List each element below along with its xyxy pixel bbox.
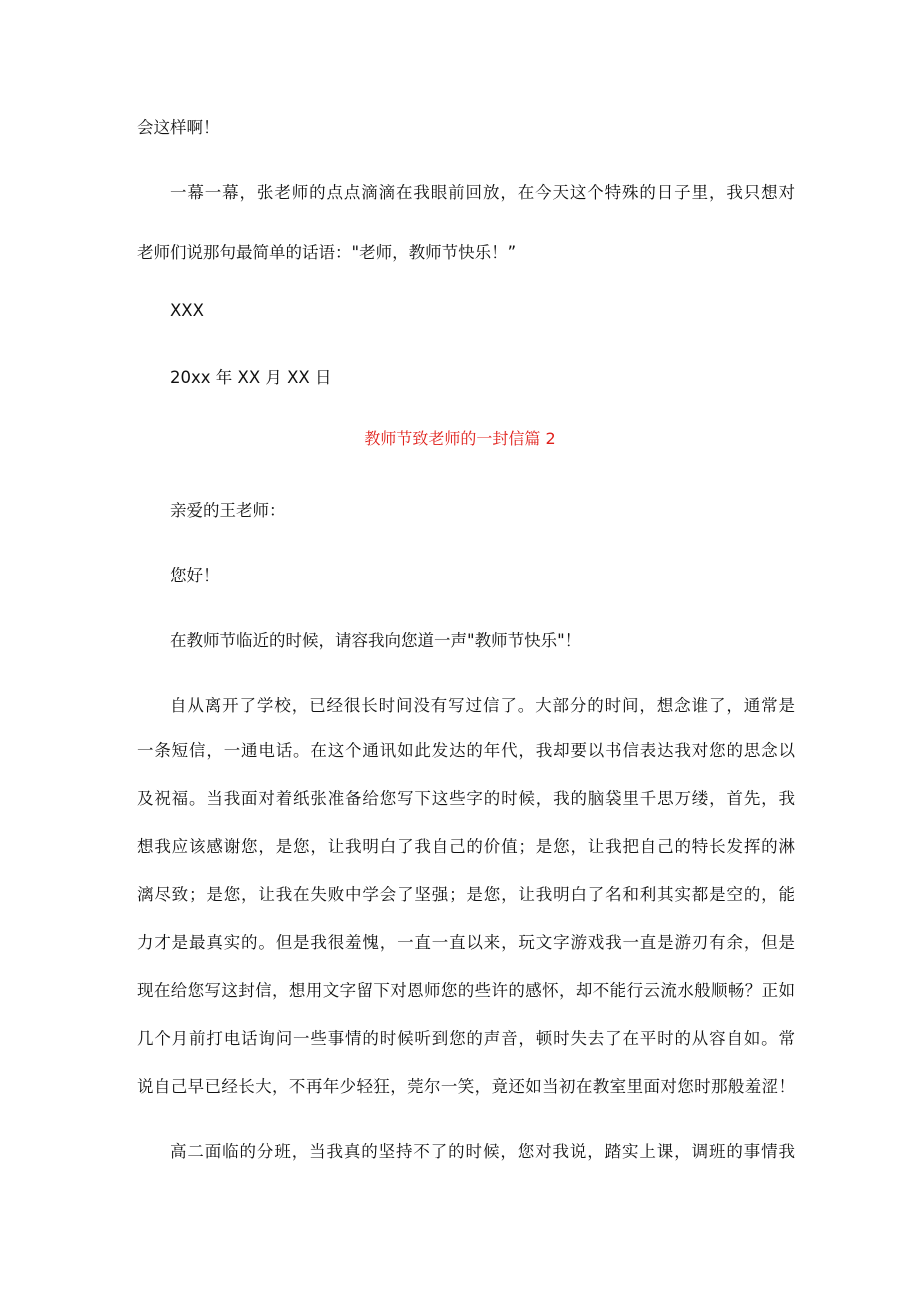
signature-date: 20xx 年 XX 月 XX 日: [170, 368, 332, 387]
paragraph-line: 会这样啊！: [137, 118, 220, 137]
paragraph-line: 在教师节临近的时候，请容我向您道一声"教师节快乐"！: [170, 631, 582, 650]
paragraph-line: 自从离开了学校，已经很长时间没有写过信了。大部分的时间，想念谁了，通常是: [170, 696, 795, 715]
paragraph-line: 力才是最真实的。但是我很羞愧，一直一直以来，玩文字游戏我一直是游刃有余，但是: [137, 933, 795, 952]
paragraph-line: 漓尽致；是您，让我在失败中学会了坚强；是您，让我明白了名和利其实都是空的，能: [137, 885, 795, 904]
paragraph-line: 几个月前打电话询问一些事情的时候听到您的声音，顿时失去了在平时的从容自如。常: [137, 1029, 795, 1048]
paragraph-line: 老师们说那句最简单的话语："老师，教师节快乐！”: [137, 243, 517, 262]
paragraph-line: 高二面临的分班，当我真的坚持不了的时候，您对我说，踏实上课，调班的事情我: [170, 1142, 795, 1161]
greeting: 您好！: [170, 566, 220, 585]
signature-name: XXX: [170, 301, 204, 320]
paragraph-line: 现在给您写这封信，想用文字留下对恩师您的些许的感怀，却不能行云流水般顺畅？正如: [137, 981, 795, 1000]
paragraph-line: 想我应该感谢您，是您，让我明白了我自己的价值；是您，让我把自己的特长发挥的淋: [137, 837, 795, 856]
salutation: 亲爱的王老师：: [170, 501, 286, 520]
paragraph-line: 及祝福。当我面对着纸张准备给您写下这些字的时候，我的脑袋里千思万缕，首先，我: [137, 789, 795, 808]
paragraph-line: 一条短信，一通电话。在这个通讯如此发达的年代，我却要以书信表达我对您的思念以: [137, 741, 795, 760]
paragraph-line: 说自己早已经长大，不再年少轻狂，莞尔一笑，竟还如当初在教室里面对您时那般羞涩！: [137, 1077, 795, 1096]
paragraph-line: 一幕一幕，张老师的点点滴滴在我眼前回放，在今天这个特殊的日子里，我只想对: [170, 183, 795, 202]
section-title: 教师节致老师的一封信篇 2: [364, 429, 556, 448]
